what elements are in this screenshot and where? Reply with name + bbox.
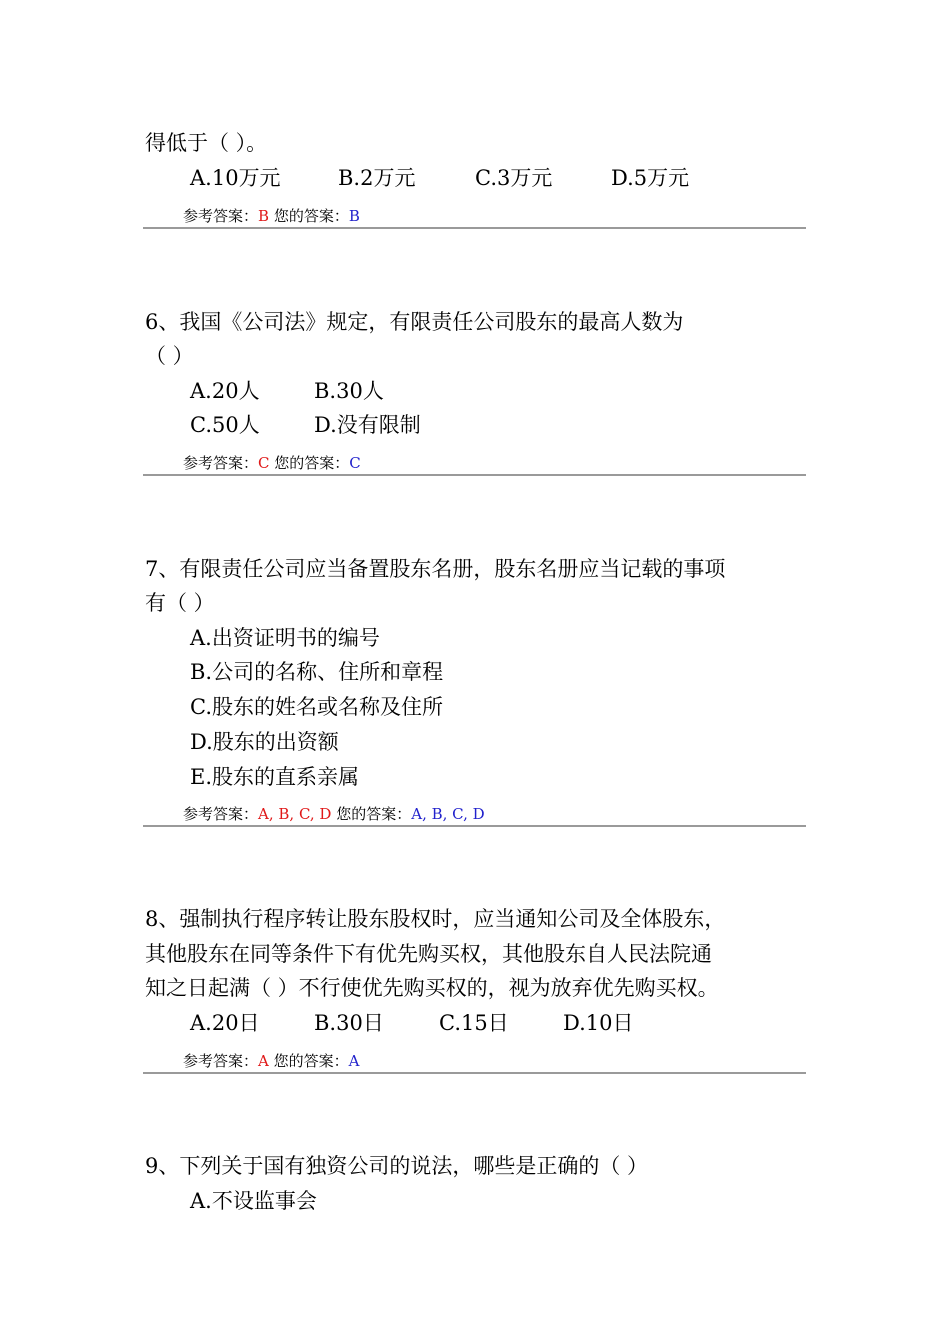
- q8-stem-line1: 8、强制执行程序转让股东股权时，应当通知公司及全体股东，: [145, 907, 726, 931]
- q5-option-b: B.2万元: [338, 166, 416, 190]
- reference-answer-value: C: [258, 454, 270, 472]
- your-answer-label: 您的答案：: [274, 454, 350, 472]
- reference-answer-label: 参考答案：: [183, 805, 259, 823]
- q5-answer-line: [183, 205, 360, 226]
- reference-answer-label: 参考答案：: [183, 454, 259, 472]
- your-answer-value: A, B, C, D: [411, 805, 485, 823]
- q6-option-b: B.30人: [314, 379, 384, 403]
- q7-answer-line: [183, 803, 485, 824]
- q7-option-c: C.股东的姓名或名称及住所: [190, 695, 443, 719]
- reference-answer-value: B: [258, 207, 270, 225]
- your-answer-label: 您的答案：: [273, 207, 349, 225]
- q6-stem-line1: 6、我国《公司法》规定，有限责任公司股东的最高人数为: [145, 310, 684, 334]
- q5-option-a: A.10万元: [190, 166, 281, 190]
- reference-answer-value: A: [258, 1052, 269, 1070]
- reference-answer-label: 参考答案：: [183, 207, 259, 225]
- divider: [143, 1072, 806, 1074]
- q8-option-a: A.20日: [190, 1011, 260, 1035]
- q7-option-d: D.股东的出资额: [190, 730, 339, 754]
- divider: [143, 227, 806, 229]
- q5-option-d: D.5万元: [611, 166, 690, 190]
- q7-option-e: E.股东的直系亲属: [190, 765, 360, 789]
- q6-answer-line: [183, 452, 361, 473]
- your-answer-value: B: [348, 207, 360, 225]
- q9-option-a: A.不设监事会: [190, 1189, 317, 1213]
- q6-option-c: C.50人: [190, 413, 260, 437]
- q6-stem-line2: （ ）: [145, 344, 194, 368]
- your-answer-value: C: [349, 454, 361, 472]
- q5-stem-tail: 得低于（ ）。: [145, 131, 268, 155]
- q8-answer-line: [183, 1050, 360, 1071]
- q8-stem-line2: 其他股东在同等条件下有优先购买权，其他股东自人民法院通: [145, 942, 712, 966]
- q7-option-b: B.公司的名称、住所和章程: [190, 660, 444, 684]
- reference-answer-value: A, B, C, D: [258, 805, 332, 823]
- q8-option-d: D.10日: [563, 1011, 634, 1035]
- your-answer-value: A: [348, 1052, 360, 1070]
- q7-option-a: A.出资证明书的编号: [190, 626, 380, 650]
- q6-option-d: D.没有限制: [314, 413, 421, 437]
- q9-stem-line1: 9、下列关于国有独资公司的说法，哪些是正确的（ ）: [145, 1154, 649, 1178]
- q7-stem-line2: 有（ ）: [145, 591, 215, 615]
- your-answer-label: 您的答案：: [336, 805, 412, 823]
- q8-option-c: C.15日: [439, 1011, 509, 1035]
- your-answer-label: 您的答案：: [273, 1052, 349, 1070]
- q6-option-a: A.20人: [190, 379, 260, 403]
- divider: [143, 825, 806, 827]
- q8-option-b: B.30日: [314, 1011, 384, 1035]
- q5-option-c: C.3万元: [475, 166, 553, 190]
- q8-stem-line3: 知之日起满（ ）不行使优先购买权的，视为放弃优先购买权。: [145, 976, 719, 1000]
- reference-answer-label: 参考答案：: [183, 1052, 259, 1070]
- divider: [143, 474, 806, 476]
- q7-stem-line1: 7、有限责任公司应当备置股东名册，股东名册应当记载的事项: [145, 557, 726, 581]
